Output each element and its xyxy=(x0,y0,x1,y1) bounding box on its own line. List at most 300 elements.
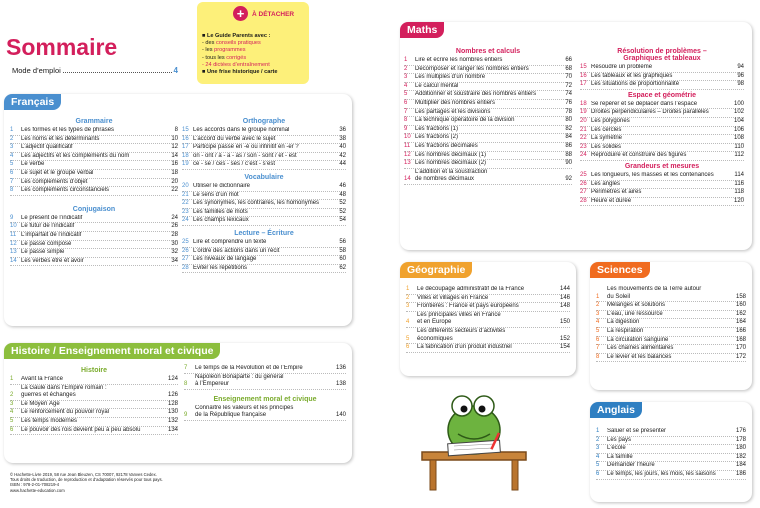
entry-title-line: Frontières : France et pays européens xyxy=(417,303,519,310)
francais-section xyxy=(4,94,352,326)
entry-title-line: Le temps, les jours, les mois, les saisons xyxy=(607,470,716,477)
entry-title-line: du Soleil xyxy=(607,293,631,300)
entry-title-line: Le futur de l’indicatif xyxy=(21,223,75,230)
toc-entry[interactable] xyxy=(404,57,572,66)
entry-title-line: L’école xyxy=(607,445,626,452)
entry-page: 94 xyxy=(737,64,744,70)
entry-page: 72 xyxy=(565,82,572,89)
entry-number: 2 xyxy=(10,135,14,142)
toc-entry[interactable] xyxy=(406,328,570,344)
toc-entry[interactable] xyxy=(10,161,178,170)
detach-line: ■ Le Guide Parents avec : xyxy=(202,33,271,39)
entry-title-line: Les noms et les déterminants xyxy=(21,135,100,142)
entry-title xyxy=(607,328,730,336)
entry-title-line: La famille xyxy=(607,453,633,460)
entry-number: 5 xyxy=(404,91,408,98)
entry-title xyxy=(193,144,330,152)
entry-title xyxy=(21,241,162,249)
entry-page: 16 xyxy=(171,161,178,168)
entry-page: 162 xyxy=(735,310,746,317)
entry-page: 26 xyxy=(171,223,178,230)
toc-entry[interactable] xyxy=(10,153,178,162)
entry-title xyxy=(591,118,728,126)
entry-title-line: Le renforcement du pouvoir royal xyxy=(21,409,110,416)
entry-title xyxy=(415,126,556,134)
website: www.hachette-education.com xyxy=(10,487,65,493)
toc-entry[interactable] xyxy=(596,462,746,471)
toc-entry[interactable] xyxy=(182,200,346,209)
entry-title xyxy=(21,427,162,435)
toc-entry[interactable] xyxy=(182,248,346,257)
entry-page: 178 xyxy=(735,436,746,443)
entry-title xyxy=(193,256,330,264)
toc-entry[interactable] xyxy=(10,409,178,418)
toc-entry[interactable] xyxy=(406,303,570,312)
problemes-heading: Résolution de problèmes – xyxy=(617,48,707,55)
toc-entry[interactable] xyxy=(580,189,744,198)
entry-title-line: Les compléments d’objet xyxy=(21,178,88,185)
entry-page: 164 xyxy=(735,319,746,326)
toc-entry[interactable] xyxy=(406,286,570,295)
copyright-line: Tous droits de traduction, de reproduction et d’adaptation réservés pour tous pays. xyxy=(10,477,163,483)
entry-title xyxy=(193,183,330,191)
entry-page: 144 xyxy=(559,286,570,292)
entry-title-line: Les partages et les divisions xyxy=(415,108,491,115)
entry-title xyxy=(21,179,162,187)
entry-page: 44 xyxy=(339,161,346,168)
entry-page: 10 xyxy=(171,135,178,142)
entry-title xyxy=(607,445,730,453)
toc-entry[interactable] xyxy=(404,134,572,143)
entry-title-line: Multiplier des nombres entiers xyxy=(415,99,496,106)
toc-entry[interactable] xyxy=(596,302,746,311)
entry-number: 28 xyxy=(182,264,189,271)
toc-entry[interactable] xyxy=(404,83,572,92)
entry-number: 23 xyxy=(182,208,189,215)
entry-number: 10 xyxy=(404,134,411,141)
toc-entry[interactable] xyxy=(580,127,744,136)
toc-entry[interactable] xyxy=(10,401,178,410)
entry-number: 3 xyxy=(596,310,600,317)
entry-title-line: Les longueurs, les masses et les contenances xyxy=(591,171,714,178)
toc-entry[interactable] xyxy=(596,454,746,463)
toc-entry[interactable] xyxy=(10,127,178,136)
entry-title-line: L’imparfait de l’indicatif xyxy=(21,231,82,238)
entry-number: 8 xyxy=(184,381,188,388)
entry-page: 14 xyxy=(171,152,178,159)
entry-page: 138 xyxy=(335,381,346,388)
entry-title-line: Lire et écrire les nombres entiers xyxy=(415,57,503,63)
mode-emploi-entry[interactable] xyxy=(12,66,178,75)
toc-entry[interactable] xyxy=(580,73,744,82)
entry-number: 1 xyxy=(406,286,410,292)
entry-number: 9 xyxy=(184,412,188,419)
entry-title xyxy=(607,302,730,310)
entry-number: 4 xyxy=(406,319,410,326)
toc-entry[interactable] xyxy=(10,144,178,153)
entry-number: 6 xyxy=(596,336,600,343)
entry-number: 6 xyxy=(10,169,14,176)
toc-entry[interactable] xyxy=(596,311,746,320)
toc-entry[interactable] xyxy=(404,100,572,109)
entry-title xyxy=(417,328,554,343)
entry-title xyxy=(415,109,556,117)
entry-number: 6 xyxy=(406,344,410,351)
toc-entry[interactable] xyxy=(10,241,178,250)
entry-title-line: à l’Empereur xyxy=(195,381,230,388)
entry-number: 18 xyxy=(182,152,189,159)
entry-title xyxy=(415,152,556,160)
entry-page: 152 xyxy=(559,335,570,342)
entry-number: 6 xyxy=(10,426,14,433)
entry-title xyxy=(21,385,162,400)
entry-number: 16 xyxy=(580,72,587,79)
entry-title-line: Le passé simple xyxy=(21,249,65,256)
entry-page: 146 xyxy=(559,294,570,301)
toc-entry[interactable] xyxy=(596,328,746,337)
entry-page: 120 xyxy=(733,197,744,204)
toc-entry[interactable] xyxy=(182,127,346,136)
entry-title-line: Heure et durée xyxy=(591,197,632,204)
entry-page: 186 xyxy=(735,470,746,477)
entry-title-line: La respiration xyxy=(607,327,644,334)
entry-number: 3 xyxy=(10,400,14,407)
entry-page: 62 xyxy=(339,264,346,271)
toc-entry[interactable] xyxy=(596,286,746,302)
toc-entry[interactable] xyxy=(10,223,178,232)
entry-title xyxy=(607,428,730,436)
toc-entry[interactable] xyxy=(184,365,346,374)
toc-entry[interactable] xyxy=(404,74,572,83)
detach-insert xyxy=(197,2,309,84)
toc-entry[interactable] xyxy=(10,258,178,267)
toc-entry[interactable] xyxy=(10,385,178,401)
toc-entry[interactable] xyxy=(10,170,178,179)
nombres-heading: Nombres et calculs xyxy=(455,48,521,55)
entry-number: 19 xyxy=(182,161,189,168)
entry-title-line: Se repérer et se déplacer dans l’espace xyxy=(591,100,698,107)
entry-page: 172 xyxy=(735,353,746,360)
toc-entry[interactable] xyxy=(182,144,346,153)
entry-page: 118 xyxy=(734,189,744,196)
entry-title xyxy=(21,376,162,384)
entry-title xyxy=(415,91,556,99)
toc-entry[interactable] xyxy=(182,265,346,274)
entry-number: 4 xyxy=(10,409,14,416)
toc-entry[interactable] xyxy=(596,319,746,328)
entry-number: 22 xyxy=(580,135,587,142)
toc-entry[interactable] xyxy=(404,160,572,169)
toc-entry[interactable] xyxy=(404,91,572,100)
toc-entry[interactable] xyxy=(580,118,744,127)
toc-entry[interactable] xyxy=(580,101,744,110)
entry-title-line: La circulation sanguine xyxy=(607,336,669,343)
grammaire-heading: Grammaire xyxy=(75,118,113,125)
entry-title xyxy=(193,217,330,225)
entry-page: 180 xyxy=(735,445,746,452)
geographie-title: Géographie xyxy=(400,262,472,278)
toc-entry[interactable] xyxy=(596,471,746,480)
toc-entry[interactable] xyxy=(184,374,346,390)
entry-page: 176 xyxy=(735,428,746,434)
entry-title xyxy=(607,462,730,470)
entry-title-line: Droites perpendiculaires – Droites parallèles xyxy=(591,109,709,116)
entry-title-line: économiques xyxy=(417,335,453,342)
entry-title-line: Lire et comprendre un texte xyxy=(193,238,267,245)
entry-title-line: Le levier et les balances xyxy=(607,353,672,360)
toc-entry[interactable] xyxy=(580,135,744,144)
entry-title-line: La symétrie xyxy=(591,135,623,142)
toc-entry[interactable] xyxy=(182,256,346,265)
toc-entry[interactable] xyxy=(596,354,746,363)
toc-entry[interactable] xyxy=(404,109,572,118)
toc-entry[interactable] xyxy=(184,405,346,421)
toc-entry[interactable] xyxy=(10,376,178,385)
entry-title xyxy=(415,160,556,168)
entry-title-line: Les multiples d’un nombre xyxy=(415,74,486,81)
entry-number: 12 xyxy=(404,151,411,158)
toc-entry[interactable] xyxy=(182,161,346,170)
entry-page: 60 xyxy=(339,256,346,263)
entry-title-line: Les formes et les types de phrases xyxy=(21,127,115,133)
entry-page: 182 xyxy=(735,453,746,460)
entry-title xyxy=(415,57,556,65)
entry-title-line: Utiliser le dictionnaire xyxy=(193,182,251,189)
toc-entry[interactable] xyxy=(10,232,178,241)
entry-number: 13 xyxy=(10,249,17,256)
toc-entry[interactable] xyxy=(182,192,346,201)
entry-page: 86 xyxy=(565,142,572,149)
conjugaison-heading: Conjugaison xyxy=(72,205,116,213)
entry-title xyxy=(193,127,330,135)
entry-title-line: Les différents secteurs d’activités xyxy=(417,327,506,334)
entry-title-line: Napoléon Bonaparte : du général xyxy=(195,373,284,380)
entry-number: 27 xyxy=(182,256,189,263)
leader-dots xyxy=(63,67,172,73)
copyright xyxy=(10,472,210,493)
entry-title xyxy=(591,109,728,117)
maths-title: Maths xyxy=(400,22,444,38)
entry-number: 17 xyxy=(580,81,587,88)
entry-number: 4 xyxy=(404,82,408,89)
entry-page: 12 xyxy=(171,144,178,151)
entry-number: 21 xyxy=(182,191,189,198)
entry-page: 56 xyxy=(339,238,346,245)
entry-title-line: La Gaule dans l’Empire romain : xyxy=(21,384,107,391)
entry-title-line: L’eau, une ressource xyxy=(607,310,663,317)
entry-title xyxy=(415,100,556,108)
toc-entry[interactable] xyxy=(406,312,570,328)
entry-page: 102 xyxy=(733,109,744,116)
toc-entry[interactable] xyxy=(182,209,346,218)
entry-title xyxy=(607,286,730,301)
entry-title-line: Les nombres décimaux (2) xyxy=(415,160,487,167)
entry-number: 1 xyxy=(10,127,14,133)
entry-title xyxy=(591,135,728,143)
entry-number: 8 xyxy=(596,353,600,360)
entry-number: 4 xyxy=(596,453,600,460)
entry-title xyxy=(607,345,730,353)
entry-page: 114 xyxy=(734,171,744,178)
entry-title-line: Les fractions (1) xyxy=(415,125,459,132)
toc-entry[interactable] xyxy=(182,136,346,145)
toc-entry[interactable] xyxy=(580,81,744,90)
toc-entry[interactable] xyxy=(596,428,746,437)
entry-title-line: Reproduire et construire des figures xyxy=(591,152,687,159)
entry-title-line: Participe passé en -é ou infinitif en -er ? xyxy=(193,144,299,151)
entry-title-line: L’ordre des actions dans un récit xyxy=(193,247,280,254)
entry-title xyxy=(21,127,162,135)
entry-number: 14 xyxy=(10,257,17,264)
entry-number: 3 xyxy=(596,445,600,452)
entry-page: 112 xyxy=(734,152,744,159)
entry-title xyxy=(195,405,330,420)
entry-page: 90 xyxy=(565,160,572,167)
toc-entry[interactable] xyxy=(182,217,346,226)
entry-number: 5 xyxy=(10,161,14,168)
entry-page: 28 xyxy=(171,231,178,238)
entry-number: 25 xyxy=(182,238,189,245)
toc-entry[interactable] xyxy=(182,183,346,192)
sciences-title: Sciences xyxy=(590,262,650,278)
toc-entry[interactable] xyxy=(596,445,746,454)
toc-entry[interactable] xyxy=(10,215,178,224)
toc-entry[interactable] xyxy=(596,437,746,446)
entry-page: 166 xyxy=(735,327,746,334)
entry-title xyxy=(193,200,330,208)
toc-entry[interactable] xyxy=(596,345,746,354)
toc-entry[interactable] xyxy=(10,418,178,427)
entry-title xyxy=(21,258,162,266)
toc-entry[interactable] xyxy=(580,64,744,73)
entry-number: 5 xyxy=(596,462,600,469)
entry-title-line: Les verbes être et avoir xyxy=(21,257,84,264)
entry-title-line: L’addition et la soustraction xyxy=(415,168,488,175)
entry-page: 168 xyxy=(735,336,746,343)
entry-title-line: de la République française xyxy=(195,412,267,419)
entry-title xyxy=(591,181,728,189)
toc-entry[interactable] xyxy=(10,249,178,258)
toc-entry[interactable] xyxy=(10,187,178,196)
toc-entry[interactable] xyxy=(10,427,178,436)
entry-number: 16 xyxy=(182,135,189,142)
entry-title xyxy=(193,239,330,247)
entry-title xyxy=(21,187,162,195)
toc-entry[interactable] xyxy=(404,117,572,126)
entry-title-line: Résoudre un problème xyxy=(591,64,653,70)
entry-page: 70 xyxy=(565,74,572,81)
entry-title xyxy=(415,74,556,82)
entry-title-line: et en Europe xyxy=(417,319,452,326)
entry-page: 106 xyxy=(733,126,744,133)
entry-page: 32 xyxy=(171,249,178,256)
entry-title xyxy=(193,192,330,200)
toc-entry[interactable] xyxy=(10,136,178,145)
entry-title xyxy=(193,136,330,144)
entry-number: 3 xyxy=(10,144,14,151)
anglais-section xyxy=(590,402,752,502)
entry-title xyxy=(591,189,728,197)
entry-page: 80 xyxy=(565,117,572,124)
entry-number: 23 xyxy=(580,143,587,150)
entry-title xyxy=(607,337,730,345)
toc-entry[interactable] xyxy=(10,179,178,188)
entry-title-line: Le découpage administratif de la France xyxy=(417,286,525,292)
entry-title xyxy=(21,161,162,169)
entry-number: 9 xyxy=(10,214,14,221)
entry-title-line: Les pays xyxy=(607,436,632,443)
entry-title xyxy=(591,101,728,109)
entry-title-line: Les situations de proportionnalité xyxy=(591,81,680,88)
entry-number: 4 xyxy=(10,152,14,159)
toc-entry[interactable] xyxy=(182,153,346,162)
entry-number: 15 xyxy=(182,127,189,133)
entry-number: 6 xyxy=(404,99,408,106)
entry-title xyxy=(607,319,730,327)
toc-entry[interactable] xyxy=(404,169,572,185)
toc-entry[interactable] xyxy=(580,144,744,153)
entry-page: 30 xyxy=(171,240,178,247)
entry-number: 10 xyxy=(10,223,17,230)
detach-line: ■ Une frise historique / carte xyxy=(202,69,278,76)
toc-entry[interactable] xyxy=(596,337,746,346)
detach-line: - les programmes xyxy=(202,47,246,54)
entry-title-line: on - ont / à - a - as / son - sont / et - est xyxy=(193,152,297,159)
entry-title-line: L’accord du verbe avec le sujet xyxy=(193,135,276,142)
entry-title-line: La technique opératoire de la division xyxy=(415,117,515,124)
toc-entry[interactable] xyxy=(404,143,572,152)
toc-entry[interactable] xyxy=(404,152,572,161)
entry-number: 2 xyxy=(596,302,600,309)
toc-entry[interactable] xyxy=(404,66,572,75)
entry-title-line: Les cercles xyxy=(591,126,622,133)
entry-title-line: Les chaînes alimentaires xyxy=(607,345,674,352)
entry-page: 170 xyxy=(735,345,746,352)
toc-entry[interactable] xyxy=(580,152,744,161)
entry-title-line: Demander l’heure xyxy=(607,462,655,469)
entry-title-line: Les adjectifs et les compléments du nom xyxy=(21,152,130,159)
entry-number: 11 xyxy=(10,231,17,238)
entry-title-line: Les angles xyxy=(591,180,621,187)
entry-page: 160 xyxy=(735,302,746,309)
entry-title-line: guerres et échanges xyxy=(21,392,76,399)
orthographe-heading: Orthographe xyxy=(242,118,286,125)
toc-entry[interactable] xyxy=(404,126,572,135)
toc-entry[interactable] xyxy=(182,239,346,248)
entry-title-line: Les niveaux de langage xyxy=(193,256,257,263)
entry-title-line: Le présent de l’indicatif xyxy=(21,214,83,221)
entry-title xyxy=(591,81,728,89)
entry-page: 140 xyxy=(335,412,346,419)
toc-entry[interactable] xyxy=(406,295,570,304)
toc-entry[interactable] xyxy=(580,181,744,190)
toc-entry[interactable] xyxy=(580,109,744,118)
entry-title xyxy=(591,198,728,206)
entry-page: 136 xyxy=(335,365,346,371)
toc-entry[interactable] xyxy=(406,344,570,353)
entry-number: 4 xyxy=(596,319,600,326)
toc-entry[interactable] xyxy=(580,198,744,207)
entry-title-line: Les familles de mots xyxy=(193,208,248,215)
entry-title xyxy=(417,312,554,327)
entry-title xyxy=(415,66,556,74)
toc-entry[interactable] xyxy=(580,172,744,181)
entry-number: 8 xyxy=(404,117,408,124)
detach-line: - tous les corrigés xyxy=(202,54,247,61)
entry-number: 24 xyxy=(182,217,189,224)
entry-page: 68 xyxy=(565,65,572,72)
geographie-section xyxy=(400,262,576,376)
